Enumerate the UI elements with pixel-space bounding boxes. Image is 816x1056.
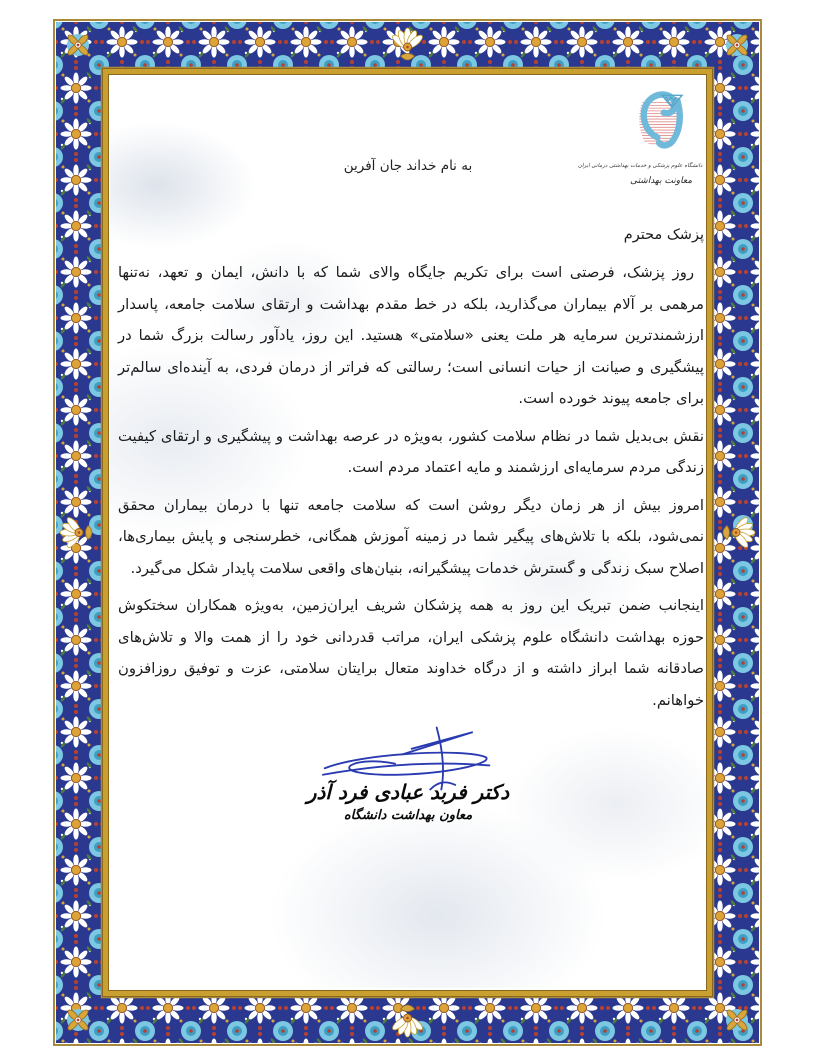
- letterhead-org-name: دانشگاه علوم پزشکی و خدمات بهداشتی درمانی ایران: [577, 162, 703, 169]
- letter-body: [110, 257, 706, 716]
- signer-title: معاون بهداشت دانشگاه: [343, 808, 473, 823]
- salutation: پزشک محترم: [623, 227, 704, 243]
- signature-block: [238, 722, 578, 823]
- letter-paragraph: امروز بیش از هر زمان دیگر روشن است که سلامت جامعه تنها با درمان بیماران محقق نمی‌شود، بلکه با تلاش‌های پیگیر شما در زمینه آموزش همگانی، خطرسنجی و پایش بیماری‌ها، اصلاح سبک زندگی و گسترش خدمات پیشگیرانه، بنیان‌های واقعی سلامت پایدار شکل می‌گیرد.: [118, 496, 704, 577]
- letter-paragraph: اینجانب ضمن تبریک این روز به همه پزشکان شریف ایران‌زمین، به‌ویژه همکاران سختکوش حوزه بهداشت دانشگاه علوم پزشکی ایران، مراتب قدردانی خود را از همت والا و تلاش‌های صادقانه شما ابراز داشته و از درگاه خداوند متعال برایتان سلامتی، عزت و توفیق روزافزون خواهانم.: [118, 597, 704, 709]
- bismillah-line: به نام خداند جان آفرین: [343, 158, 473, 174]
- letter-paragraph: نقش بی‌بدیل شما در نظام سلامت کشور، به‌ویژه در عرصه بهداشت و پیشگیری و ارتقای کیفیت زندگی مردم سرمایه‌ای ارزشمند و مایه اعتماد مردم است.: [118, 427, 704, 476]
- letter-paragraph: روز پزشک، فرصتی است برای تکریم جایگاه والای شما که با دانش، ایمان و تعهد، نه‌تنها مرهمی بر آلام بیماران می‌گذارید، بلکه در خط مقدم بهداشت و ارتقای سلامت جامعه، پاسدار ارزشمندترین سرمایه هر ملت یعنی «سلامتی» هستید. این روز، یادآور رسالت بزرگ شما در پیشگیری و صیانت از حیات انسانی است؛ رسالتی که فراتر از درمان فردی، به آینده‌ای سالم‌تر برای جامعه پیوند خورده است.: [118, 264, 704, 407]
- medical-university-emblem-icon: [629, 82, 693, 158]
- signer-name: دکتر فربد عبادی فرد آذر: [306, 780, 510, 804]
- letter-paper: [110, 76, 706, 988]
- letterhead: [110, 76, 706, 202]
- letterhead-department: معاونت بهداشتی: [629, 176, 693, 186]
